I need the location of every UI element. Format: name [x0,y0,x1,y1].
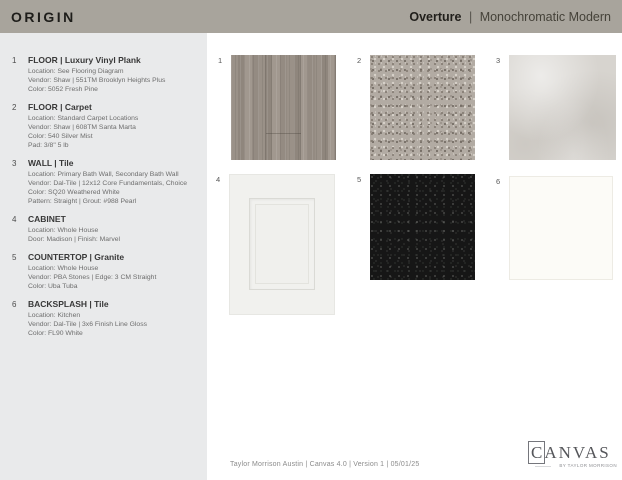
spec-item-title: FLOOR | Carpet [28,102,92,112]
spec-item-title: BACKSPLASH | Tile [28,299,109,309]
style-name: Monochromatic Modern [479,9,611,24]
spec-detail-vendor: Vendor: Shaw | 551TM Brooklyn Heights Plus [28,77,166,84]
spec-detail-color: Color: Uba Tuba [28,283,78,290]
spec-detail-vendor: Vendor: Shaw | 608TM Santa Marta [28,124,136,131]
logo-frame-icon [528,441,545,464]
spec-item-number: 1 [12,56,17,65]
spec-item-number: 6 [12,300,17,309]
granite-countertop-sample [370,174,475,280]
canvas-logo [531,444,617,468]
spec-item-cabinet [12,214,199,244]
spec-item-wall-tile [12,158,199,206]
swatch-number: 5 [357,175,362,184]
cabinet-door-sample [229,174,335,315]
spec-item-number: 3 [12,159,17,168]
swatch-cell-cabinet [216,174,335,315]
collection-title [409,10,611,24]
spec-detail-color: Color: 5052 Fresh Pine [28,86,98,93]
spec-item-title: CABINET [28,214,66,224]
swatch-number: 2 [357,56,362,65]
collection-separator: | [468,9,473,24]
spec-item-number: 5 [12,253,17,262]
spec-item-countertop [12,252,199,291]
spec-item-title: FLOOR | Luxury Vinyl Plank [28,55,141,65]
spec-item-floor-carpet [12,102,199,150]
canvas-logo-text: CANVAS [531,443,611,462]
spec-detail-location: Location: See Flooring Diagram [28,68,124,75]
spec-detail-location: Location: Standard Carpet Locations [28,115,139,122]
spec-detail-vendor: Vendor: Dal-Tile | 12x12 Core Fundamentals, Choice [28,180,188,187]
swatch-number: 4 [216,175,221,184]
wall-tile-sample [509,55,616,160]
spec-item-number: 2 [12,103,17,112]
spec-detail-door: Door: Madison | Finish: Marvel [28,236,121,243]
spec-item-number: 4 [12,215,17,224]
swatch-number: 3 [496,56,501,65]
spec-item-title: WALL | Tile [28,158,74,168]
spec-item-floor-lvp [12,55,199,94]
spec-detail-pad: Pad: 3/8" 5 lb [28,142,69,149]
spec-item-backsplash [12,299,199,338]
carpet-sample [370,55,475,160]
swatch-number: 6 [496,177,501,186]
swatch-cell-granite [357,174,475,280]
spec-detail-location: Location: Whole House [28,265,99,272]
spec-detail-vendor: Vendor: PBA Stones | Edge: 3 CM Straight [28,274,157,281]
spec-detail-pattern: Pattern: Straight | Grout: #988 Pearl [28,198,137,205]
swatch-cell-wall-tile [496,55,616,160]
footer-version-info: Taylor Morrison Austin | Canvas 4.0 | Version 1 | 05/01/25 [230,461,420,468]
swatch-number: 1 [218,56,223,65]
canvas-logo-tagline: BY TAYLOR MORRISON [531,463,617,468]
spec-list-sidebar [0,33,207,480]
backsplash-tile-sample [509,176,613,280]
luxury-vinyl-plank-sample [231,55,336,160]
spec-detail-color: Color: FL90 White [28,330,83,337]
spec-detail-location: Location: Whole House [28,227,99,234]
spec-detail-color: Color: 540 Silver Mist [28,133,93,140]
spec-detail-location: Location: Kitchen [28,312,81,319]
canvas-logo-wordmark [531,444,617,461]
spec-item-title: COUNTERTOP | Granite [28,252,125,262]
spec-detail-vendor: Vendor: Dal-Tile | 3x6 Finish Line Gloss [28,321,148,328]
brand-title: ORIGIN [11,8,76,25]
swatch-cell-carpet [357,55,475,160]
swatch-cell-backsplash-tile [496,176,613,280]
header-bar [0,0,622,33]
spec-detail-location: Location: Primary Bath Wall, Secondary Bath Wall [28,171,179,178]
collection-name: Overture [409,9,462,24]
spec-detail-color: Color: SQ20 Weathered White [28,189,120,196]
swatch-cell-vinyl-plank [218,55,336,160]
